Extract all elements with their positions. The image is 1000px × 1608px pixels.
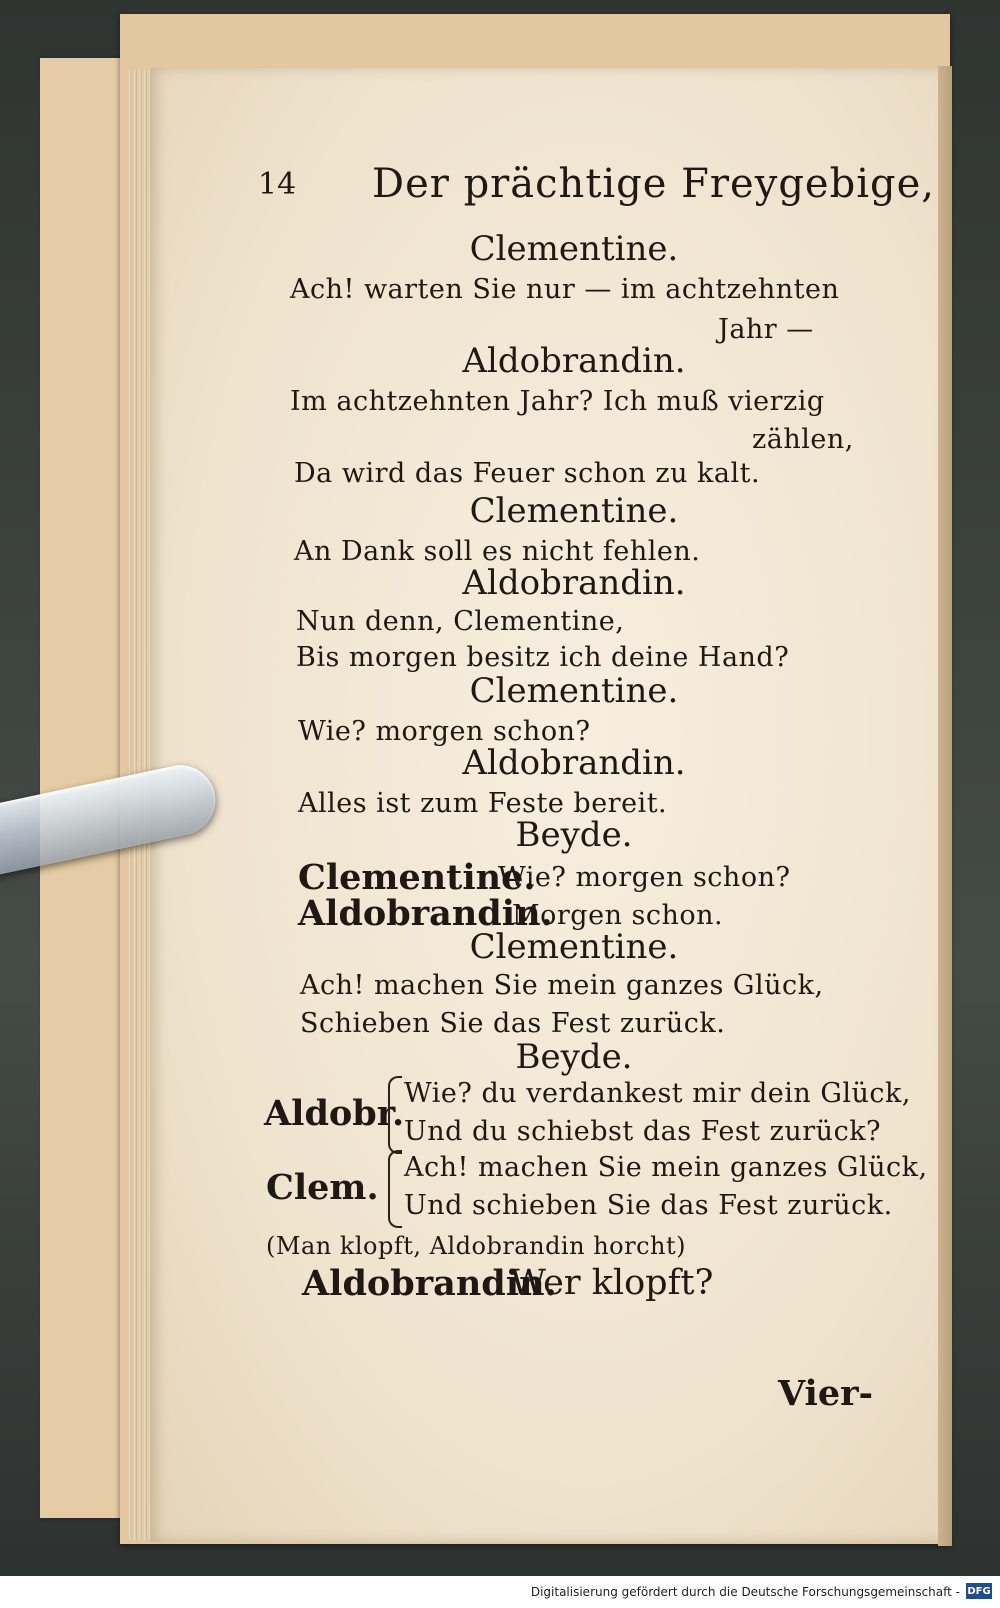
- dfg-logo: DFG: [966, 1583, 992, 1599]
- speaker-heading: Aldobrandin.: [462, 563, 686, 603]
- verse-line: Wer klopft?: [510, 1263, 714, 1303]
- verse-line: Ach! warten Sie nur — im achtzehnten: [290, 274, 840, 305]
- speaker-heading: Clementine.: [469, 229, 679, 269]
- duet-line: Wie? du verdankest mir dein Glück,: [404, 1078, 911, 1109]
- verse-line: Nun denn, Clementine,: [296, 606, 625, 637]
- duet-brace: [388, 1150, 402, 1228]
- speaker-heading: Clementine.: [469, 671, 679, 711]
- verse-line: Im achtzehnten Jahr? Ich muß vierzig: [290, 386, 825, 417]
- inline-speaker: Clementine.: [298, 857, 536, 898]
- verse-line: Bis morgen besitz ich deine Hand?: [296, 642, 790, 673]
- speaker-heading: Beyde.: [515, 815, 633, 855]
- footer-credit: Digitalisierung gefördert durch die Deutsche Forschungsgemeinschaft -: [530, 1585, 960, 1599]
- verse-line: Alles ist zum Feste bereit.: [298, 788, 668, 819]
- speaker-heading: Aldobrandin.: [462, 743, 686, 783]
- duet-speaker: Aldobr.: [264, 1093, 405, 1134]
- inline-speaker: Aldobrandin.: [302, 1263, 557, 1304]
- duet-line: Und du schiebst das Fest zurück?: [404, 1116, 882, 1147]
- speaker-heading: Clementine.: [469, 491, 679, 531]
- duet-line: Ach! machen Sie mein ganzes Glück,: [404, 1152, 928, 1183]
- running-head: Der prächtige Freygebige,: [372, 161, 935, 207]
- speaker-heading: Aldobrandin.: [462, 341, 686, 381]
- duet-line: Und schieben Sie das Fest zurück.: [404, 1190, 893, 1221]
- page-number: 14: [258, 167, 297, 202]
- inline-speaker: Aldobrandin.: [298, 893, 553, 934]
- duet-brace: [388, 1076, 402, 1154]
- verse-line: Wie? morgen schon?: [498, 862, 791, 893]
- verse-line: Schieben Sie das Fest zurück.: [300, 1008, 726, 1039]
- verse-line: Ach! machen Sie mein ganzes Glück,: [300, 970, 824, 1001]
- verse-line: An Dank soll es nicht fehlen.: [294, 536, 701, 567]
- catchword: Vier-: [778, 1373, 874, 1414]
- verse-line: Morgen schon.: [512, 900, 724, 931]
- duet-speaker: Clem.: [266, 1167, 379, 1208]
- verse-line: Jahr —: [718, 314, 814, 345]
- verse-line: zählen,: [752, 424, 854, 455]
- speaker-heading: Beyde.: [515, 1037, 633, 1077]
- speaker-heading: Clementine.: [469, 927, 679, 967]
- verse-line: Da wird das Feuer schon zu kalt.: [294, 458, 761, 489]
- verse-line: Wie? morgen schon?: [298, 716, 591, 747]
- stage-direction: (Man klopft, Aldobrandin horcht): [266, 1232, 686, 1260]
